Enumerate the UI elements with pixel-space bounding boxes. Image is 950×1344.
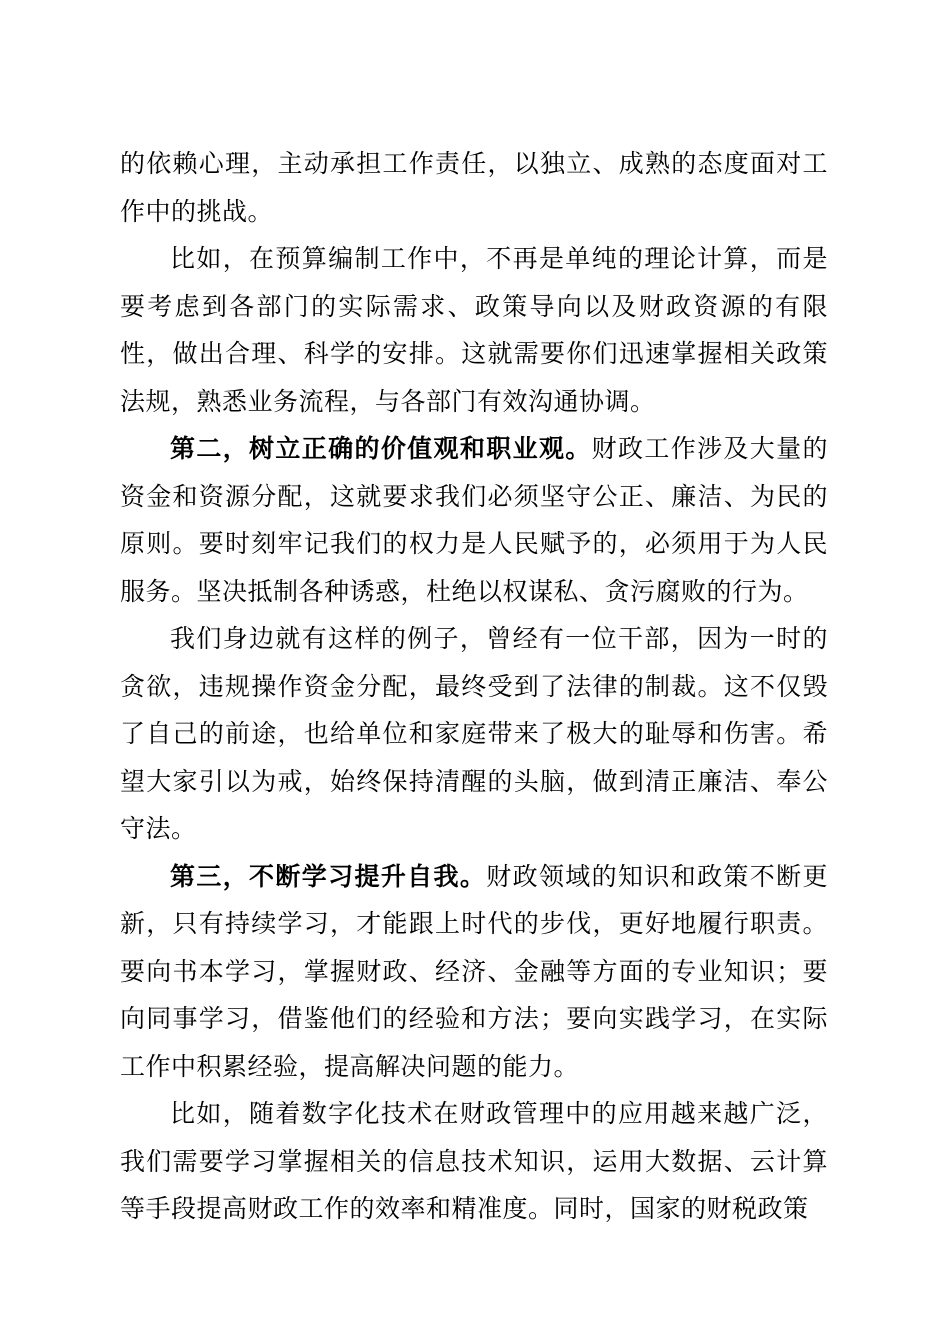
paragraph-warning-example <box>120 615 828 853</box>
paragraph-heading: 第三，不断学习提升自我。 <box>170 861 487 891</box>
paragraph-text: 的依赖心理，主动承担工作责任，以独立、成熟的态度面对工作中的挑战。 <box>120 149 828 226</box>
paragraph-point-three <box>120 853 828 1091</box>
paragraph-heading: 第二，树立正确的价值观和职业观。 <box>170 434 592 463</box>
document-page <box>120 140 828 1233</box>
paragraph-point-two <box>120 425 828 615</box>
paragraph-text: 财政领域的知识和政策不断更新，只有持续学习，才能跟上时代的步伐，更好地履行职责。要向书本学习，掌握财政、经济、金融等方面的专业知识；要向同事学习，借鉴他们的经验和方法；要向实践学习，在实际工作中积累经验，提高解决问题的能力。 <box>120 861 828 1081</box>
paragraph-text: 比如，在预算编制工作中，不再是单纯的理论计算，而是要考虑到各部门的实际需求、政策导向以及财政资源的有限性，做出合理、科学的安排。这就需要你们迅速掌握相关政策法规，熟悉业务流程，与各部门有效沟通协调。 <box>120 244 828 416</box>
paragraph-text: 比如，随着数字化技术在财政管理中的应用越来越广泛，我们需要学习掌握相关的信息技术知识，运用大数据、云计算等手段提高财政工作的效率和精准度。同时，国家的财税政策 <box>120 1099 828 1223</box>
paragraph-budget-example <box>120 235 828 425</box>
paragraph-continued <box>120 140 828 235</box>
paragraph-digital-example <box>120 1090 828 1233</box>
paragraph-text: 财政工作涉及大量的资金和资源分配，这就要求我们必须坚守公正、廉洁、为民的原则。要时刻牢记我们的权力是人民赋予的，必须用于为人民服务。坚决抵制各种诱惑，杜绝以权谋私、贪污腐败的行为。 <box>120 434 828 606</box>
paragraph-text: 我们身边就有这样的例子，曾经有一位干部，因为一时的贪欲，违规操作资金分配，最终受到了法律的制裁。这不仅毁了自己的前途，也给单位和家庭带来了极大的耻辱和伤害。希望大家引以为戒，始终保持清醒的头脑，做到清正廉洁、奉公守法。 <box>120 624 828 843</box>
